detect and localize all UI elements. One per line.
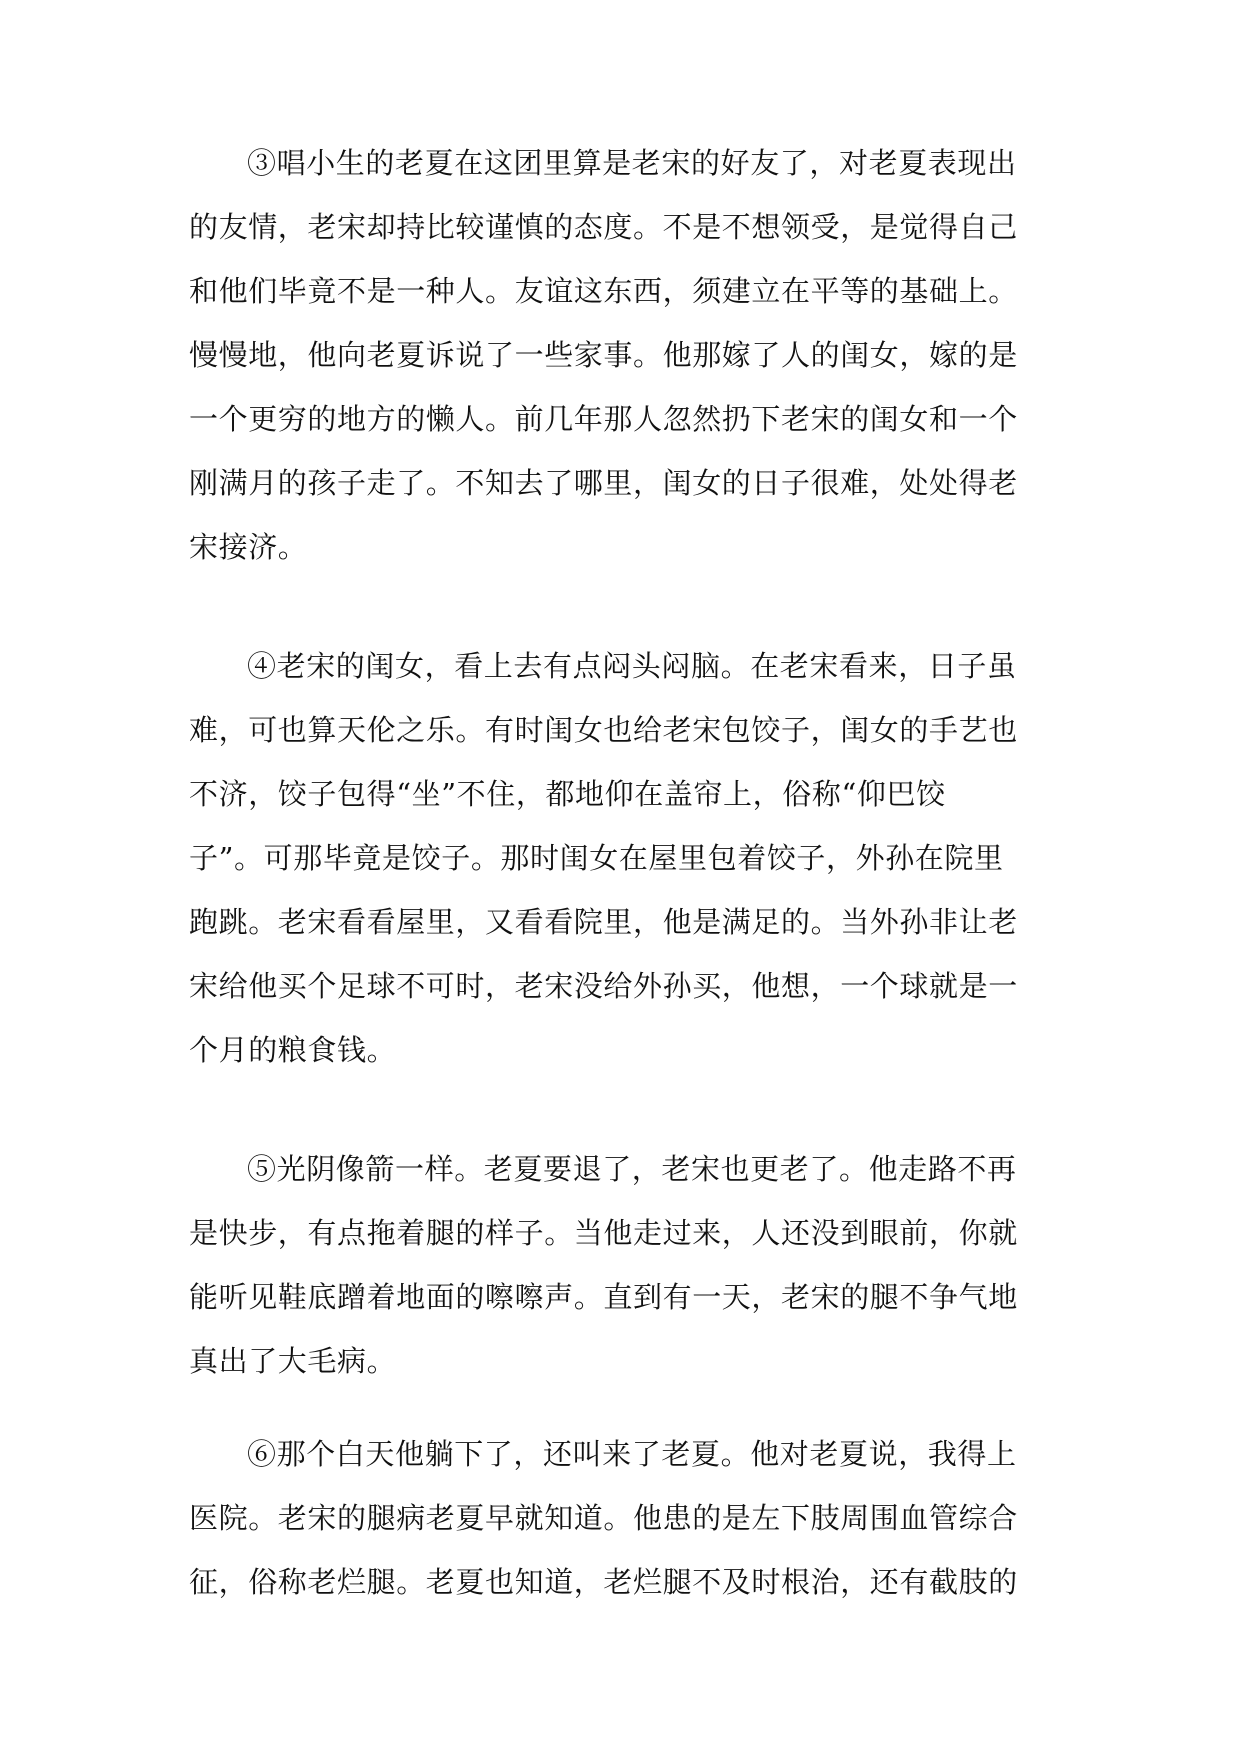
paragraph-line: 医院。老宋的腿病老夏早就知道。他患的是左下肢周围血管综合 (189, 1501, 1018, 1535)
paragraph-line: 和他们毕竟不是一种人。友谊这东西，须建立在平等的基础上。 (189, 274, 1018, 308)
paragraph-5 (189, 1137, 1059, 1393)
paragraph-line: ⑤光阴像箭一样。老夏要退了，老宋也更老了。他走路不再 (247, 1152, 1017, 1186)
paragraph-line: 子”。可那毕竟是饺子。那时闺女在屋里包着饺子，外孙在院里 (189, 841, 1004, 875)
paragraph-line: 不济，饺子包得“坐”不住，都地仰在盖帘上，俗称“仰巴饺 (189, 777, 946, 811)
paragraph-line: 个月的粮食钱。 (189, 1033, 397, 1067)
paragraph-3 (189, 131, 1059, 579)
paragraph-line: 难，可也算天伦之乐。有时闺女也给老宋包饺子，闺女的手艺也 (189, 713, 1018, 747)
paragraph-line: ③唱小生的老夏在这团里算是老宋的好友了，对老夏表现出 (247, 146, 1017, 180)
paragraph-line: 刚满月的孩子走了。不知去了哪里，闺女的日子很难，处处得老 (189, 466, 1018, 500)
paragraph-line: 的友情，老宋却持比较谨慎的态度。不是不想领受，是觉得自己 (189, 210, 1018, 244)
paragraph-line: 是快步，有点拖着腿的样子。当他走过来，人还没到眼前，你就 (189, 1216, 1018, 1250)
paragraph-line: 跑跳。老宋看看屋里，又看看院里，他是满足的。当外孙非让老 (189, 905, 1018, 939)
paragraph-4 (189, 634, 1059, 1082)
paragraph-line: 能听见鞋底蹭着地面的嚓嚓声。直到有一天，老宋的腿不争气地 (189, 1280, 1018, 1314)
paragraph-line: 一个更穷的地方的懒人。前几年那人忽然扔下老宋的闺女和一个 (189, 402, 1018, 436)
paragraph-line: 慢慢地，他向老夏诉说了一些家事。他那嫁了人的闺女，嫁的是 (189, 338, 1018, 372)
paragraph-line: 宋接济。 (189, 530, 308, 564)
paragraph-line: ⑥那个白天他躺下了，还叫来了老夏。他对老夏说，我得上 (247, 1437, 1017, 1471)
paragraph-line: 征，俗称老烂腿。老夏也知道，老烂腿不及时根治，还有截肢的 (189, 1565, 1018, 1599)
paragraph-line: ④老宋的闺女，看上去有点闷头闷脑。在老宋看来，日子虽 (247, 649, 1017, 683)
paragraph-line: 真出了大毛病。 (189, 1344, 397, 1378)
paragraph-line: 宋给他买个足球不可时，老宋没给外孙买，他想，一个球就是一 (189, 969, 1018, 1003)
paragraph-6 (189, 1422, 1059, 1614)
